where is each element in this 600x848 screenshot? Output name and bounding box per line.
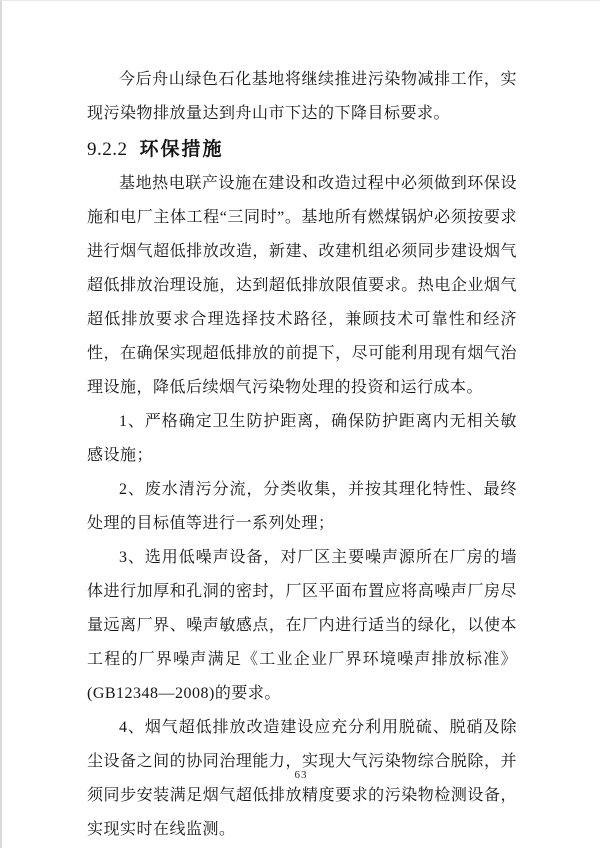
section-heading xyxy=(87,131,517,167)
paragraph: 3、选用低噪声设备，对厂区主要噪声源所在厂房的墙体进行加厚和孔洞的密封，厂区平面布置应将高噪声厂房尽量远离厂界、噪声敏感点，在厂内进行适当的绿化，以使本工程的厂界噪声满足《工业企业厂界环境噪声排放标准》(GB12348—2008)的要求。 xyxy=(87,549,517,702)
paragraph: 基地热电联产设施在建设和改造过程中必须做到环保设施和电厂主体工程“三同时”。基地所有燃煤锅炉必须按要求进行烟气超低排放改造，新建、改建机组必须同步建设烟气超低排放治理设施，达到超低排放限值要求。热电企业烟气超低排放要求合理选择技术路径，兼顾技术可靠性和经济性，在确保实现超低排放的前提下，尽可能利用现有烟气治理设施，降低后续烟气污染物处理的投资和运行成本。 xyxy=(87,175,517,396)
page-number: 63 xyxy=(294,769,308,781)
paragraph: 1、严格确定卫生防护距离，确保防护距离内无相关敏感设施； xyxy=(87,413,517,464)
page-content xyxy=(87,63,517,847)
intro-paragraph: 今后舟山绿色石化基地将继续推进污染物减排工作，实现污染物排放量达到舟山市下达的下降目标要求。 xyxy=(87,71,517,122)
paragraph: 2、废水清污分流，分类收集，并按其理化特性、最终处理的目标值等进行一系列处理； xyxy=(87,481,517,532)
paragraph: 4、烟气超低排放改造建设应充分利用脱硫、脱硝及除尘设备之间的协同治理能力，实现大气污染物综合脱除，并须同步安装满足烟气超低排放精度要求的污染物检测设备，实现实时在线监测。 xyxy=(87,719,517,838)
section-number: 9.2.2 xyxy=(87,139,128,160)
section-title: 环保措施 xyxy=(139,139,224,160)
